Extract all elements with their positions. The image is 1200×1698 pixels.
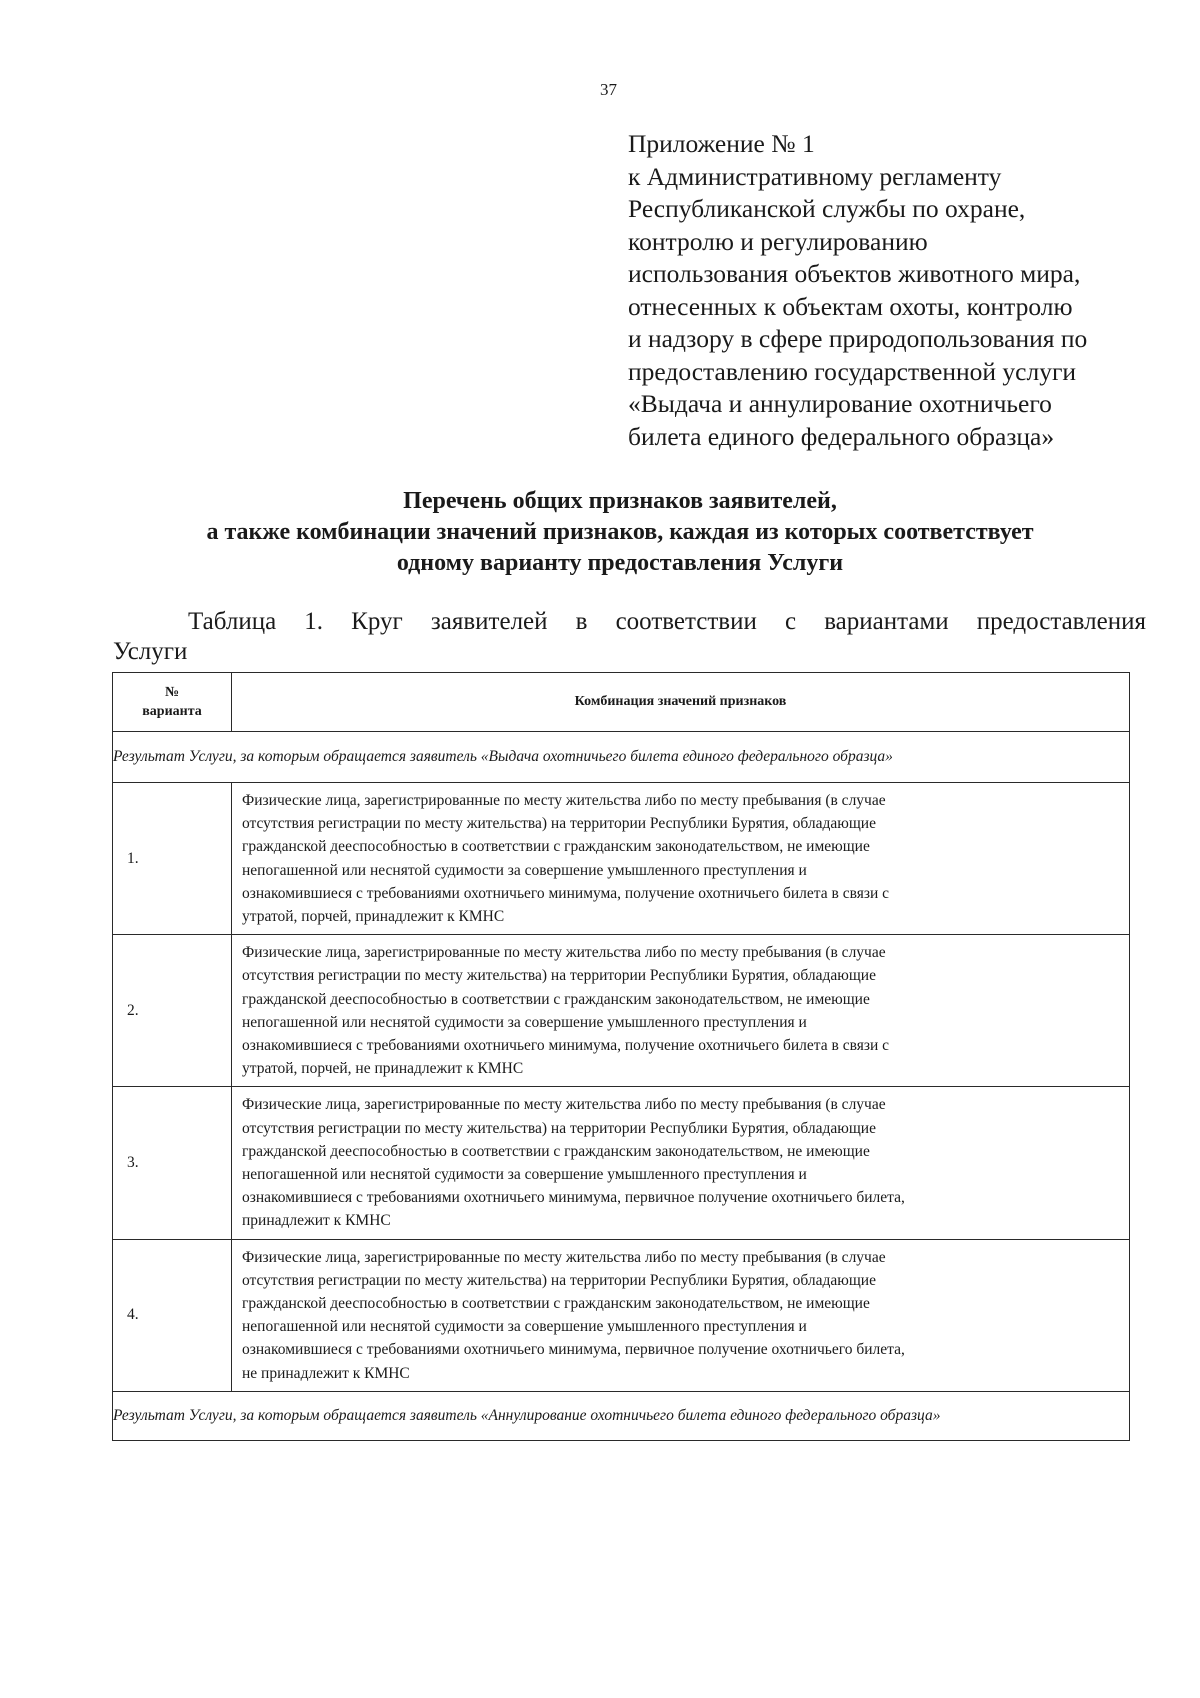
description-line: утратой, порчей, принадлежит к КМНС xyxy=(242,908,505,926)
description-line: отсутствия регистрации по месту жительства) на территории Республики Бурятия, обладающие xyxy=(242,967,876,985)
description-line: принадлежит к КМНС xyxy=(242,1212,391,1230)
appendix-line: использования объектов животного мира, xyxy=(628,259,1081,288)
description-line: не принадлежит к КМНС xyxy=(242,1364,410,1382)
description-line: утратой, порчей, не принадлежит к КМНС xyxy=(242,1060,524,1078)
variant-description-cell xyxy=(232,1087,1130,1239)
table-caption-continuation: Услуги xyxy=(113,638,188,665)
table-row xyxy=(113,783,1130,935)
appendix-line: к Административному регламенту xyxy=(628,161,1002,191)
description-line: гражданской дееспособностью в соответствии с гражданским законодательством, не имеющие xyxy=(242,1295,870,1313)
description-line: непогашенной или неснятой судимости за совершение умышленного преступления и xyxy=(242,1166,807,1184)
description-line: Физические лица, зарегистрированные по месту жительства либо по месту пребывания (в случае xyxy=(242,792,886,809)
appendix-line: отнесенных к объектам охоты, контролю xyxy=(628,291,1073,321)
appendix-line: «Выдача и аннулирование охотничьего xyxy=(628,389,1052,418)
variant-number-cell: 1. xyxy=(113,783,232,935)
column-header-number-sign: № xyxy=(164,685,180,700)
table-row xyxy=(113,935,1130,1087)
description-line: отсутствия регистрации по месту жительства) на территории Республики Бурятия, обладающие xyxy=(242,815,876,833)
variants-table xyxy=(112,672,1130,1441)
column-header-variant-number xyxy=(113,673,232,732)
description-line: Физические лица, зарегистрированные по месту жительства либо по месту пребывания (в случае xyxy=(242,1248,886,1266)
result-row-text: Результат Услуги, за которым обращается заявитель «Выдача охотничьего билета единого федерального образца» xyxy=(113,732,1130,783)
table-caption: Таблица 1. Круг заявителей в соответствии с вариантами предоставления xyxy=(188,608,1146,635)
document-title xyxy=(100,486,1140,579)
result-row xyxy=(113,732,1130,783)
description-line: ознакомившиеся с требованиями охотничьего минимума, первичное получение охотничьего билета, xyxy=(242,1189,905,1207)
description-line: гражданской дееспособностью в соответствии с гражданским законодательством, не имеющие xyxy=(242,1142,870,1160)
table-row xyxy=(113,1087,1130,1239)
table-row xyxy=(113,1239,1130,1391)
variant-description-cell xyxy=(232,1239,1130,1391)
appendix-line: Республиканской службы по охране, xyxy=(628,194,1026,223)
variant-number-cell: 4. xyxy=(113,1239,232,1391)
title-line: а также комбинации значений признаков, каждая из которых соответствует xyxy=(206,519,1034,545)
title-line: Перечень общих признаков заявителей, xyxy=(403,488,837,514)
appendix-line: контролю и регулированию xyxy=(628,226,928,256)
result-row xyxy=(113,1391,1130,1440)
title-line: одному варианту предоставления Услуги xyxy=(396,550,844,576)
description-line: Физические лица, зарегистрированные по месту жительства либо по месту пребывания (в случае xyxy=(242,1096,886,1114)
description-line: ознакомившиеся с требованиями охотничьего минимума, получение охотничьего билета в связи с xyxy=(242,1037,889,1055)
description-line: ознакомившиеся с требованиями охотничьего минимума, первичное получение охотничьего билета, xyxy=(242,1341,905,1359)
variant-description-cell xyxy=(232,783,1130,935)
appendix-note xyxy=(628,128,1148,453)
description-line: непогашенной или неснятой судимости за совершение умышленного преступления и xyxy=(242,861,807,879)
appendix-line: предоставлению государственной услуги xyxy=(628,356,1077,386)
description-line: отсутствия регистрации по месту жительства) на территории Республики Бурятия, обладающие xyxy=(242,1271,876,1289)
appendix-line: билета единого федерального образца» xyxy=(628,421,1055,451)
appendix-line: Приложение № 1 xyxy=(628,129,815,158)
description-line: гражданской дееспособностью в соответствии с гражданским законодательством, не имеющие xyxy=(242,990,870,1008)
page-number: 37 xyxy=(600,80,617,99)
column-header-variant-label: варианта xyxy=(142,704,202,719)
appendix-line: и надзору в сфере природопользования по xyxy=(628,324,1088,353)
description-line: Физические лица, зарегистрированные по месту жительства либо по месту пребывания (в случае xyxy=(242,944,886,962)
variant-number-cell: 3. xyxy=(113,1087,232,1239)
description-line: гражданской дееспособностью в соответствии с гражданским законодательством, не имеющие xyxy=(242,838,870,856)
description-line: отсутствия регистрации по месту жительства) на территории Республики Бурятия, обладающие xyxy=(242,1119,876,1137)
variant-number-cell: 2. xyxy=(113,935,232,1087)
description-line: ознакомившиеся с требованиями охотничьего минимума, получение охотничьего билета в связи с xyxy=(242,884,889,902)
column-header-combination: Комбинация значений признаков xyxy=(232,673,1130,732)
description-line: непогашенной или неснятой судимости за совершение умышленного преступления и xyxy=(242,1318,807,1336)
variant-description-cell xyxy=(232,935,1130,1087)
result-row-text: Результат Услуги, за которым обращается заявитель «Аннулирование охотничьего билета единого федерального образца» xyxy=(113,1391,1130,1440)
table-header-row xyxy=(113,673,1130,732)
description-line: непогашенной или неснятой судимости за совершение умышленного преступления и xyxy=(242,1013,807,1031)
